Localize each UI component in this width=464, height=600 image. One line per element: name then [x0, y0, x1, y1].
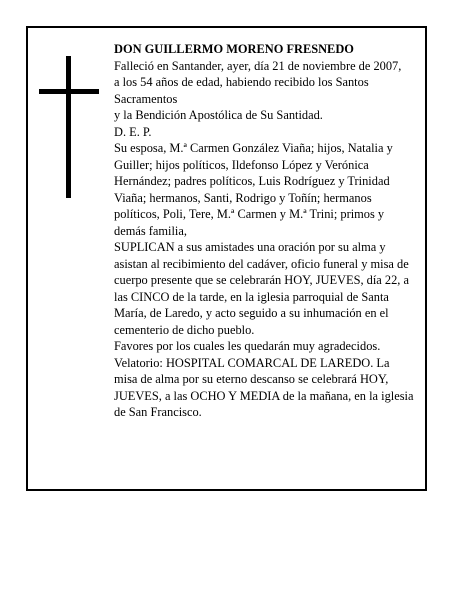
- blessing-line: y la Bendición Apostólica de Su Santidad.: [114, 108, 323, 122]
- cross-icon: [39, 56, 101, 198]
- rip-line: D. E. P.: [114, 124, 152, 139]
- wake-details: Velatorio: HOSPITAL COMARCAL DE LAREDO. La misa de alma por su eterno descanso se celebrará HOY, JUEVES, a las OCHO Y MEDIA de la mañana, en la iglesia de San Francisco.: [114, 355, 414, 419]
- age-line: a los 54 años de edad, habiendo recibido los Santos Sacramentos: [114, 75, 369, 106]
- prayer-request: SUPLICAN a sus amistades una oración por su alma y asistan al recibimiento del cadáver, oficio funeral y misa de cuerpo presente que se celebrarán HOY, JUEVES, día 22, a las CINCO de la tarde, en la iglesia parroquial de Santa María, de Laredo, y acto seguido a su inhumación en el cementerio de dicho pueblo.: [114, 240, 409, 337]
- cross-vertical-bar: [66, 56, 71, 198]
- deceased-name: DON GUILLERMO MORENO FRESNEDO: [114, 42, 354, 56]
- family-list: Su esposa, M.ª Carmen González Viaña; hijos, Natalia y Guiller; hijos políticos, Ildefonso López y Verónica Hernández; padres políticos, Luis Rodríguez y Trinidad Viaña; hermanos, Santi, Rodrigo y Toñín; hermanos políticos, Poli, Tere, M.ª Carmen y M.ª Trini; primos y demás familia,: [114, 141, 393, 238]
- cross-horizontal-bar: [39, 89, 99, 94]
- death-announcement: Falleció en Santander, ayer, día 21 de noviembre de 2007,: [114, 58, 402, 73]
- obituary-text: [114, 41, 414, 421]
- thanks-line: Favores por los cuales les quedarán muy agradecidos.: [114, 339, 381, 353]
- obituary-notice: [26, 26, 427, 491]
